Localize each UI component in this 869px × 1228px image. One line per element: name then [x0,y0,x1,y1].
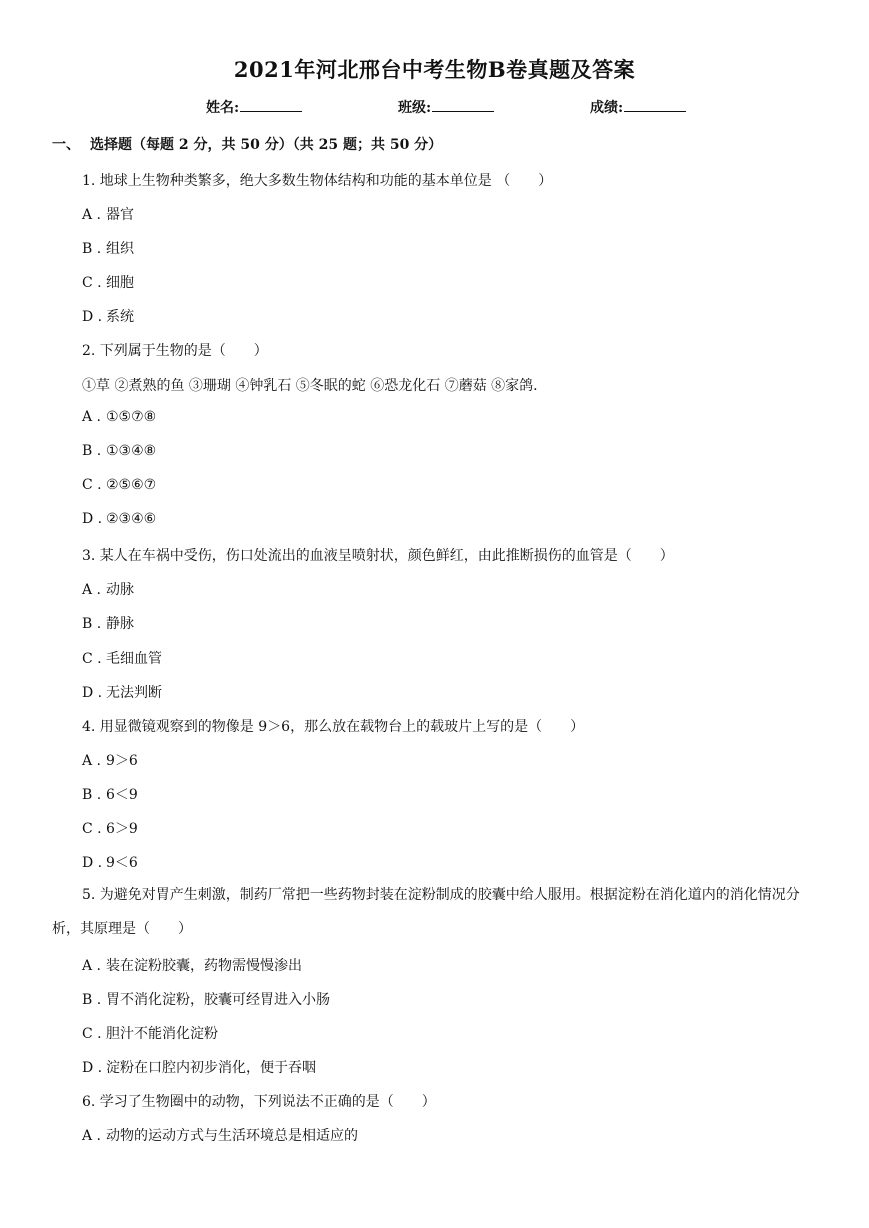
option-text: ①⑤⑦⑧ [106,409,157,425]
option-letter: A . [82,753,102,769]
option-letter: A . [82,1128,102,1144]
option-d[interactable] [82,852,138,872]
option-letter: A . [82,207,102,223]
section-number: 一、 [52,137,80,153]
option-c[interactable] [82,272,134,292]
option-text: 装在淀粉胶囊，药物需慢慢渗出 [106,958,302,974]
class-label: 班级: [398,100,432,116]
question-stem: 5. 为避免对胃产生刺激，制药厂常把一些药物封装在淀粉制成的胶囊中给人服用。根据淀粉在消化道内的消化情况分析，其原理是（ ） [52,887,800,937]
option-c[interactable] [82,648,162,668]
option-b[interactable] [82,238,134,258]
class-field[interactable] [398,97,494,117]
section-text: 选择题（每题 2 分，共 50 分）（共 25 题；共 50 分） [90,137,443,153]
score-label: 成绩: [590,100,624,116]
question-stem: 1. 地球上生物种类繁多，绝大多数生物体结构和功能的基本单位是 （ ） [82,173,553,189]
option-letter: D . [82,685,103,701]
option-a[interactable] [82,409,156,425]
option-text: 动物的运动方式与生活环境总是相适应的 [106,1128,358,1144]
option-text: 静脉 [106,616,134,632]
option-text: ②⑤⑥⑦ [106,477,157,493]
option-text: 9＜6 [106,855,138,871]
question-extra: ①草 ②煮熟的鱼 ③珊瑚 ④钟乳石 ⑤冬眠的蛇 ⑥恐龙化石 ⑦蘑菇 ⑧家鸽. [82,378,538,394]
option-letter: B . [82,241,102,257]
question-stem: 2. 下列属于生物的是（ ） [82,343,268,359]
score-blank[interactable] [624,97,686,112]
option-c[interactable] [82,477,156,493]
class-blank[interactable] [432,97,494,112]
question-stem: 3. 某人在车祸中受伤，伤口处流出的血液呈喷射状，颜色鲜红，由此推断损伤的血管是（ ） [82,548,674,564]
option-letter: D . [82,309,103,325]
name-label: 姓名: [206,100,240,116]
option-text: ②③④⑥ [106,511,157,527]
option-a[interactable] [82,750,138,770]
option-letter: C . [82,651,102,667]
option-b[interactable] [82,443,156,459]
option-text: 组织 [106,241,134,257]
option-a[interactable] [82,204,134,224]
option-text: 无法判断 [106,685,162,701]
option-letter: A . [82,958,102,974]
score-field[interactable] [590,97,686,117]
option-letter: D . [82,855,103,871]
option-a[interactable] [82,955,302,975]
option-letter: B . [82,616,102,632]
option-d[interactable] [82,511,156,527]
option-letter: B . [82,787,102,803]
option-text: 动脉 [106,582,134,598]
option-a[interactable] [82,579,134,599]
option-letter: C . [82,477,102,493]
option-c[interactable] [82,818,138,838]
option-c[interactable] [82,1023,218,1043]
option-a[interactable] [82,1125,358,1145]
question-stem: 6. 学习了生物圈中的动物，下列说法不正确的是（ ） [82,1094,436,1110]
option-letter: A . [82,409,102,425]
option-d[interactable] [82,306,134,326]
option-letter: B . [82,992,102,1008]
option-letter: A . [82,582,102,598]
option-text: ①③④⑧ [106,443,157,459]
option-d[interactable] [82,682,162,702]
option-text: 9＞6 [106,753,138,769]
option-d[interactable] [82,1057,316,1077]
option-text: 胃不消化淀粉，胶囊可经胃进入小肠 [106,992,330,1008]
student-info-row [0,97,869,121]
option-letter: B . [82,443,102,459]
option-text: 毛细血管 [106,651,162,667]
option-text: 6＞9 [106,821,138,837]
option-text: 淀粉在口腔内初步消化，便于吞咽 [106,1060,316,1076]
option-text: 细胞 [106,275,134,291]
option-b[interactable] [82,613,134,633]
section-heading [52,134,442,154]
option-letter: D . [82,1060,103,1076]
option-letter: D . [82,511,103,527]
option-letter: C . [82,1026,102,1042]
option-text: 胆汁不能消化淀粉 [106,1026,218,1042]
option-letter: C . [82,275,102,291]
option-b[interactable] [82,784,138,804]
option-b[interactable] [82,989,330,1009]
option-letter: C . [82,821,102,837]
document-title: 2021年河北邢台中考生物B卷真题及答案 [233,57,636,82]
option-text: 器官 [106,207,134,223]
name-blank[interactable] [240,97,302,112]
option-text: 6＜9 [106,787,138,803]
name-field[interactable] [206,97,302,117]
question-stem: 4. 用显微镜观察到的物像是 9＞6，那么放在载物台上的载玻片上写的是（ ） [82,719,585,735]
option-text: 系统 [106,309,134,325]
